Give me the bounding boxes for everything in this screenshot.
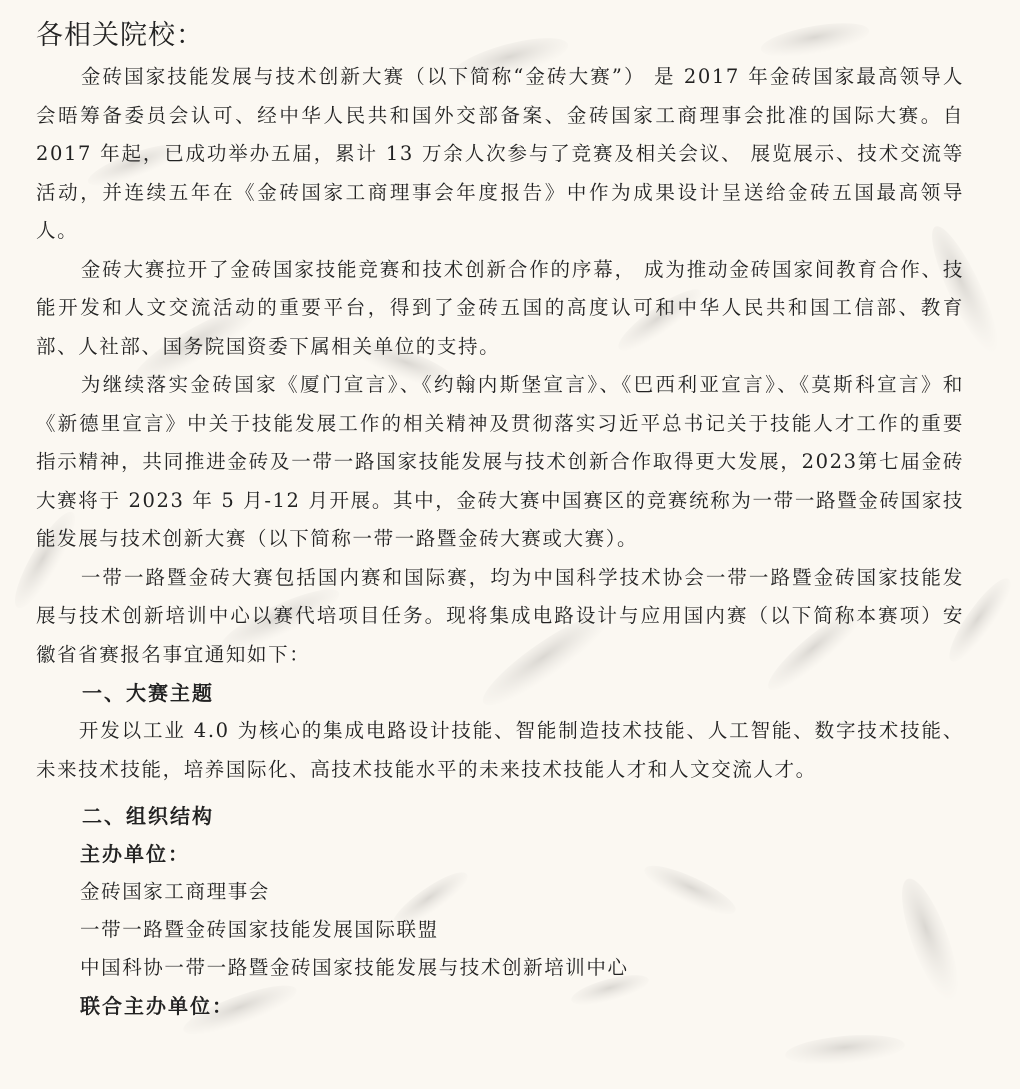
host-label: 主办单位： <box>80 842 190 866</box>
paragraph-purpose: 为继续落实金砖国家《厦门宣言》、《约翰内斯堡宣言》、《巴西利亚宣言》、《莫斯科宣言》和《新德里宣言》中关于技能发展工作的相关精神及贯彻落实习近平总书记关于技能人才工作的重要指示精神，共同推进金砖及一带一路国家技能发展与技术创新合作取得更大发展，2023第七届金砖大赛将于 2023 年 5 月-12 月开展。其中，金砖大赛中国赛区的竞赛统称为一带一路暨金砖国家技能发展与技术创新大赛（以下简称一带一路暨金砖大赛或大赛）。 <box>36 373 964 550</box>
paragraph-intro: 金砖国家技能发展与技术创新大赛（以下简称“金砖大赛”） 是 2017 年金砖国家最高领导人会晤筹备委员会认可、经中华人民共和国外交部备案、金砖国家工商理事会批准的国际大赛。自 2017 年起，已成功举办五届，累计 13 万余人次参与了竞赛及相关会议、 展览展示、技术交流等活动，并连续五年在《金砖国家工商理事会年度报告》中作为成果设计呈送给金砖五国最高领导人。 <box>36 65 964 242</box>
section-heading-theme: 一、大赛主题 <box>82 681 214 705</box>
paragraph-background: 金砖大赛拉开了金砖国家技能竞赛和技术创新合作的序幕， 成为推动金砖国家间教育合作、技能开发和人文交流活动的重要平台，得到了金砖五国的高度认可和中华人民共和国工信部、教育部、人社部、国务院国资委下属相关单位的支持。 <box>36 257 964 358</box>
host-organization: 一带一路暨金砖国家技能发展国际联盟 <box>80 918 439 941</box>
host-organization: 金砖国家工商理事会 <box>80 880 270 903</box>
paragraph-scope: 一带一路暨金砖大赛包括国内赛和国际赛，均为中国科学技术协会一带一路暨金砖国家技能发展与技术创新培训中心以赛代培项目任务。现将集成电路设计与应用国内赛（以下简称本赛项）安徽省省赛报名事宜通知如下： <box>36 565 964 666</box>
salutation: 各相关院校： <box>36 20 204 51</box>
cohost-label: 联合主办单位： <box>80 994 234 1018</box>
section-body-theme: 开发以工业 4.0 为核心的集成电路设计技能、智能制造技术技能、人工智能、数字技术技能、未来技术技能，培养国际化、高技术技能水平的未来技术技能人才和人文交流人才。 <box>36 719 964 781</box>
section-heading-organization: 二、组织结构 <box>82 804 214 828</box>
host-organization: 中国科协一带一路暨金砖国家技能发展与技术创新培训中心 <box>80 956 629 979</box>
